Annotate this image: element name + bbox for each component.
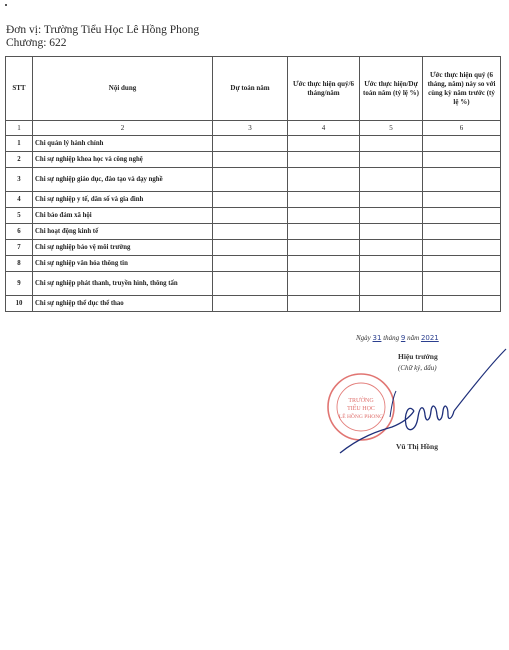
table-row	[6, 296, 501, 312]
table-row	[6, 240, 501, 256]
row-period-estimate	[288, 192, 360, 208]
row-annual-estimate	[213, 192, 288, 208]
unit-name: Đơn vị: Trường Tiểu Học Lê Hồng Phong	[6, 24, 200, 36]
signing-date	[356, 334, 439, 342]
row-content: Chi bảo đảm xã hội	[33, 208, 213, 224]
row-stt: 2	[6, 152, 33, 168]
row-period-estimate	[288, 152, 360, 168]
column-number: 6	[423, 121, 501, 136]
svg-text:TIỂU HỌC: TIỂU HỌC	[347, 406, 375, 412]
scan-speck	[5, 4, 7, 6]
row-ratio-previous-year	[423, 152, 501, 168]
table-row	[6, 136, 501, 152]
row-annual-estimate	[213, 256, 288, 272]
row-period-estimate	[288, 168, 360, 192]
svg-text:LÊ HỒNG PHONG: LÊ HỒNG PHONG	[338, 414, 384, 420]
table-row	[6, 152, 501, 168]
column-header-period-estimate: Ước thực hiện quý/6 tháng/năm	[288, 57, 360, 121]
column-header-content: Nội dung	[33, 57, 213, 121]
row-stt: 4	[6, 192, 33, 208]
row-content: Chi quản lý hành chính	[33, 136, 213, 152]
row-ratio-previous-year	[423, 168, 501, 192]
column-header-ratio-previous-year: Ước thực hiện quý (6 tháng, năm) này so với cùng kỳ năm trước (tỷ lệ %)	[423, 57, 501, 121]
row-content: Chi sự nghiệp văn hóa thông tin	[33, 256, 213, 272]
row-content: Chi sự nghiệp bảo vệ môi trường	[33, 240, 213, 256]
row-content: Chi sự nghiệp khoa học và công nghệ	[33, 152, 213, 168]
chapter-code: Chương: 622	[6, 37, 67, 49]
row-content: Chi sự nghiệp giáo dục, đào tạo và dạy nghề	[33, 168, 213, 192]
row-ratio-estimate	[360, 208, 423, 224]
date-prefix: Ngày	[356, 334, 371, 342]
row-content: Chi sự nghiệp y tế, dân số và gia đình	[33, 192, 213, 208]
column-header-annual-estimate: Dự toán năm	[213, 57, 288, 121]
row-stt: 10	[6, 296, 33, 312]
row-content: Chi sự nghiệp phát thanh, truyền hình, thông tấn	[33, 272, 213, 296]
row-period-estimate	[288, 240, 360, 256]
column-header-stt: STT	[6, 57, 33, 121]
signature-note: (Chữ ký, dấu)	[398, 364, 437, 372]
column-number-row	[6, 121, 501, 136]
row-ratio-previous-year	[423, 240, 501, 256]
table-row	[6, 224, 501, 240]
row-annual-estimate	[213, 152, 288, 168]
table-row	[6, 272, 501, 296]
row-content: Chi sự nghiệp thể dục thể thao	[33, 296, 213, 312]
column-number: 5	[360, 121, 423, 136]
table-row	[6, 168, 501, 192]
row-ratio-estimate	[360, 240, 423, 256]
row-period-estimate	[288, 256, 360, 272]
row-ratio-estimate	[360, 224, 423, 240]
table-row	[6, 256, 501, 272]
row-ratio-previous-year	[423, 296, 501, 312]
row-ratio-previous-year	[423, 192, 501, 208]
row-annual-estimate	[213, 136, 288, 152]
row-stt: 8	[6, 256, 33, 272]
column-number: 1	[6, 121, 33, 136]
row-stt: 3	[6, 168, 33, 192]
row-period-estimate	[288, 272, 360, 296]
date-year-label: năm	[407, 334, 420, 342]
row-content: Chi hoạt động kinh tế	[33, 224, 213, 240]
row-stt: 1	[6, 136, 33, 152]
row-stt: 7	[6, 240, 33, 256]
row-period-estimate	[288, 224, 360, 240]
row-period-estimate	[288, 136, 360, 152]
date-month: 9	[400, 334, 406, 342]
table-row	[6, 208, 501, 224]
row-ratio-previous-year	[423, 208, 501, 224]
row-ratio-previous-year	[423, 136, 501, 152]
row-period-estimate	[288, 296, 360, 312]
row-annual-estimate	[213, 296, 288, 312]
table-row	[6, 192, 501, 208]
column-number: 4	[288, 121, 360, 136]
document-header	[6, 24, 199, 50]
row-ratio-previous-year	[423, 224, 501, 240]
row-annual-estimate	[213, 168, 288, 192]
row-stt: 6	[6, 224, 33, 240]
column-number: 2	[33, 121, 213, 136]
row-ratio-estimate	[360, 272, 423, 296]
row-ratio-estimate	[360, 168, 423, 192]
row-annual-estimate	[213, 224, 288, 240]
row-stt: 5	[6, 208, 33, 224]
row-annual-estimate	[213, 272, 288, 296]
column-number: 3	[213, 121, 288, 136]
row-ratio-estimate	[360, 192, 423, 208]
row-ratio-estimate	[360, 152, 423, 168]
svg-text:TRƯỜNG: TRƯỜNG	[348, 398, 374, 404]
row-ratio-estimate	[360, 256, 423, 272]
date-day: 31	[372, 334, 382, 342]
budget-report-table	[5, 56, 501, 312]
row-ratio-previous-year	[423, 272, 501, 296]
row-annual-estimate	[213, 240, 288, 256]
row-annual-estimate	[213, 208, 288, 224]
row-ratio-estimate	[360, 136, 423, 152]
row-ratio-estimate	[360, 296, 423, 312]
signer-position: Hiệu trưởng	[398, 352, 438, 361]
date-year: 2021	[420, 334, 439, 342]
table-header-row	[6, 57, 501, 121]
row-stt: 9	[6, 272, 33, 296]
signer-name: Vũ Thị Hồng	[396, 442, 438, 451]
column-header-ratio-estimate: Ước thực hiện/Dự toán năm (tỷ lệ %)	[360, 57, 423, 121]
date-month-label: tháng	[383, 334, 400, 342]
row-period-estimate	[288, 208, 360, 224]
row-ratio-previous-year	[423, 256, 501, 272]
